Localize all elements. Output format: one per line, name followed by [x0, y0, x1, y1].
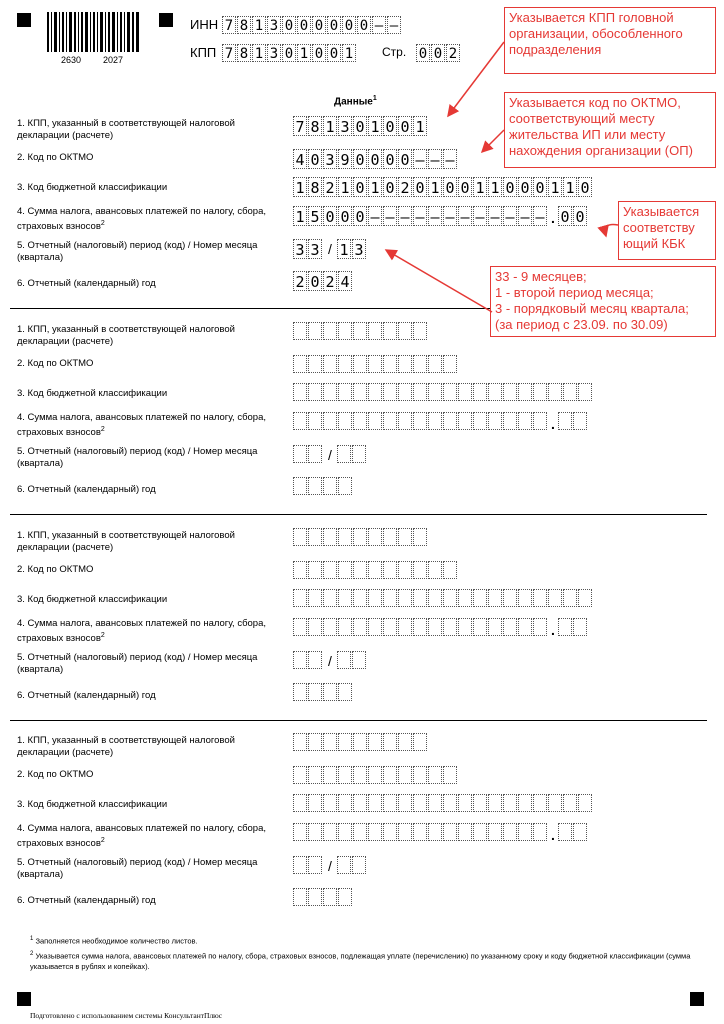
barcode-number-left: 2630	[61, 55, 82, 65]
decimal-separator: .	[551, 622, 555, 638]
char-cell: 0	[353, 116, 367, 136]
callout-oktmo: Указывается код по ОКТМО, соответствующий месту жительства ИП или месту нахождения организации (ОП)	[504, 92, 716, 168]
callout-period: 33 - 9 месяцев; 1 - второй период месяца; 3 - порядковый месяц квартала; (за период с 23.09. по 30.09)	[490, 266, 716, 337]
char-cell: 0	[558, 206, 572, 226]
row-label-year: 6. Отчетный (календарный) год	[17, 895, 156, 906]
char-cell: 1	[488, 177, 502, 197]
char-cell: –	[413, 149, 427, 169]
char-cell: –	[518, 206, 532, 226]
char-cell: 0	[282, 16, 296, 34]
row-label-kbk: 3. Код бюджетной классификации	[17, 594, 168, 605]
char-cell: 5	[308, 206, 322, 226]
char-cell: 0	[312, 16, 326, 34]
char-cell: 7	[222, 44, 236, 62]
char-cell: –	[443, 149, 457, 169]
arrow-period	[386, 250, 492, 312]
row-label-year: 6. Отчетный (календарный) год	[17, 278, 156, 289]
char-cell: –	[398, 206, 412, 226]
char-cell: 0	[443, 177, 457, 197]
decimal-separator: .	[551, 416, 555, 432]
char-cell: –	[533, 206, 547, 226]
char-cell: 0	[383, 116, 397, 136]
char-cell: 0	[323, 206, 337, 226]
row-label-period: 5. Отчетный (налоговый) период (код) / Номер месяца (квартала)	[17, 652, 258, 675]
char-cell: 0	[308, 271, 322, 291]
char-cell: 3	[267, 44, 281, 62]
char-cell: –	[488, 206, 502, 226]
row-label-period: 5. Отчетный (налоговый) период (код) / Номер месяца (квартала)	[17, 857, 258, 880]
char-cell: 0	[458, 177, 472, 197]
char-cell: –	[443, 206, 457, 226]
char-cell: 1	[473, 177, 487, 197]
char-cell: 0	[353, 149, 367, 169]
char-cell: 1	[342, 44, 356, 62]
char-cell: 2	[398, 177, 412, 197]
char-cell: 0	[383, 177, 397, 197]
callout-kpp: Указывается КПП головной организации, обособленного подразделения	[504, 7, 716, 74]
char-cell: –	[428, 149, 442, 169]
char-cell: 0	[368, 149, 382, 169]
char-cell: 8	[308, 177, 322, 197]
char-cell: 1	[368, 116, 382, 136]
char-cell: 0	[416, 44, 430, 62]
row-label-kbk: 3. Код бюджетной классификации	[17, 799, 168, 810]
row-label-oktmo: 2. Код по ОКТМО	[17, 358, 94, 369]
char-cell: 0	[413, 177, 427, 197]
row-label-year: 6. Отчетный (календарный) год	[17, 690, 156, 701]
char-cell: 1	[293, 177, 307, 197]
decimal-separator: .	[551, 210, 555, 226]
char-cell: 3	[323, 149, 337, 169]
char-cell: 0	[327, 44, 341, 62]
kpp-label: КПП	[190, 45, 217, 60]
row-label-kbk: 3. Код бюджетной классификации	[17, 182, 168, 193]
char-cell: 8	[308, 116, 322, 136]
footer-note: Подготовлено с использованием системы КонсультантПлюс	[30, 1011, 223, 1020]
char-cell: 1	[563, 177, 577, 197]
period-separator: /	[328, 858, 332, 874]
char-cell: 0	[573, 206, 587, 226]
period-separator: /	[328, 241, 332, 257]
char-cell: 7	[222, 16, 236, 34]
row-label-sum: 4. Сумма налога, авансовых платежей по налогу, сбора, страховых взносов$^2$	[17, 823, 267, 850]
char-cell: 0	[518, 177, 532, 197]
row-label-oktmo: 2. Код по ОКТМО	[17, 769, 94, 780]
callout-kbk: Указывается соответству ющий КБК	[618, 201, 716, 260]
row-label-year: 6. Отчетный (календарный) год	[17, 484, 156, 495]
char-cell: 1	[548, 177, 562, 197]
row-label-sum: 4. Сумма налога, авансовых платежей по налогу, сбора, страховых взносов$^2$	[17, 412, 267, 439]
row-label-sum: 4. Сумма налога, авансовых платежей по налогу, сбора, страховых взносов$^2$	[17, 618, 267, 645]
char-cell: 8	[237, 44, 251, 62]
arrow-oktmo	[482, 130, 504, 152]
char-cell: 1	[252, 16, 266, 34]
char-cell: 2	[323, 177, 337, 197]
inn-label: ИНН	[190, 17, 219, 32]
char-cell: 1	[413, 116, 427, 136]
char-cell: –	[413, 206, 427, 226]
char-cell: 0	[431, 44, 445, 62]
row-label-kpp: 1. КПП, указанный в соответствующей налоговой декларации (расчете)	[17, 530, 235, 553]
char-cell: 0	[357, 16, 371, 34]
row-label-oktmo: 2. Код по ОКТМО	[17, 564, 94, 575]
char-cell: 8	[237, 16, 251, 34]
char-cell: 3	[338, 116, 352, 136]
char-cell: 1	[252, 44, 266, 62]
char-cell: 0	[353, 206, 367, 226]
arrow-kbk	[605, 224, 618, 236]
char-cell: 3	[308, 239, 322, 259]
char-cell: 0	[503, 177, 517, 197]
char-cell: –	[503, 206, 517, 226]
char-cell: –	[428, 206, 442, 226]
char-cell: 0	[398, 149, 412, 169]
arrow-kpp	[448, 42, 504, 116]
period-separator: /	[328, 447, 332, 463]
char-cell: –	[368, 206, 382, 226]
char-cell: 1	[293, 206, 307, 226]
char-cell: 0	[282, 44, 296, 62]
footnote-1: $^1$ Заполняется необходимое количество листов.	[30, 936, 198, 946]
char-cell: 1	[368, 177, 382, 197]
char-cell: 0	[338, 206, 352, 226]
char-cell: –	[372, 16, 386, 34]
char-cell: 2	[293, 271, 307, 291]
char-cell: 7	[293, 116, 307, 136]
char-cell: 0	[312, 44, 326, 62]
char-cell: 1	[338, 177, 352, 197]
row-label-kbk: 3. Код бюджетной классификации	[17, 388, 168, 399]
char-cell: 0	[297, 16, 311, 34]
column-title: Данные$^1$	[334, 95, 377, 108]
char-cell: 4	[293, 149, 307, 169]
char-cell: 3	[352, 239, 366, 259]
row-label-period: 5. Отчетный (налоговый) период (код) / Номер месяца (квартала)	[17, 240, 258, 263]
char-cell: –	[473, 206, 487, 226]
footnote-2: $^2$ Указывается сумма налога, авансовых платежей по налогу, сбора, страховых взносов, подлежащая уплате (перечислению) по указанному сроку и коду бюджетной классификации (сумма указывается в рублях и копейках).	[30, 951, 691, 971]
char-cell: 0	[398, 116, 412, 136]
page-label: Стр.	[382, 45, 407, 59]
barcode-number-right: 2027	[103, 55, 124, 65]
char-cell: 4	[338, 271, 352, 291]
row-label-kpp: 1. КПП, указанный в соответствующей налоговой декларации (расчете)	[17, 118, 235, 141]
char-cell: 2	[446, 44, 460, 62]
row-label-kpp: 1. КПП, указанный в соответствующей налоговой декларации (расчете)	[17, 324, 235, 347]
char-cell: 1	[323, 116, 337, 136]
row-label-kpp: 1. КПП, указанный в соответствующей налоговой декларации (расчете)	[17, 735, 235, 758]
char-cell: 0	[383, 149, 397, 169]
char-cell: 0	[578, 177, 592, 197]
char-cell: 1	[428, 177, 442, 197]
decimal-separator: .	[551, 827, 555, 843]
char-cell: 0	[533, 177, 547, 197]
char-cell: 0	[308, 149, 322, 169]
row-label-sum: 4. Сумма налога, авансовых платежей по налогу, сбора, страховых взносов$^2$	[17, 206, 267, 233]
char-cell: 0	[342, 16, 356, 34]
char-cell: 3	[267, 16, 281, 34]
char-cell: 3	[293, 239, 307, 259]
char-cell: 0	[353, 177, 367, 197]
char-cell: –	[458, 206, 472, 226]
char-cell: 1	[337, 239, 351, 259]
row-label-period: 5. Отчетный (налоговый) период (код) / Номер месяца (квартала)	[17, 446, 258, 469]
char-cell: 1	[297, 44, 311, 62]
char-cell: 2	[323, 271, 337, 291]
char-cell: 9	[338, 149, 352, 169]
char-cell: –	[387, 16, 401, 34]
char-cell: –	[383, 206, 397, 226]
char-cell: 0	[327, 16, 341, 34]
row-label-oktmo: 2. Код по ОКТМО	[17, 152, 94, 163]
period-separator: /	[328, 653, 332, 669]
